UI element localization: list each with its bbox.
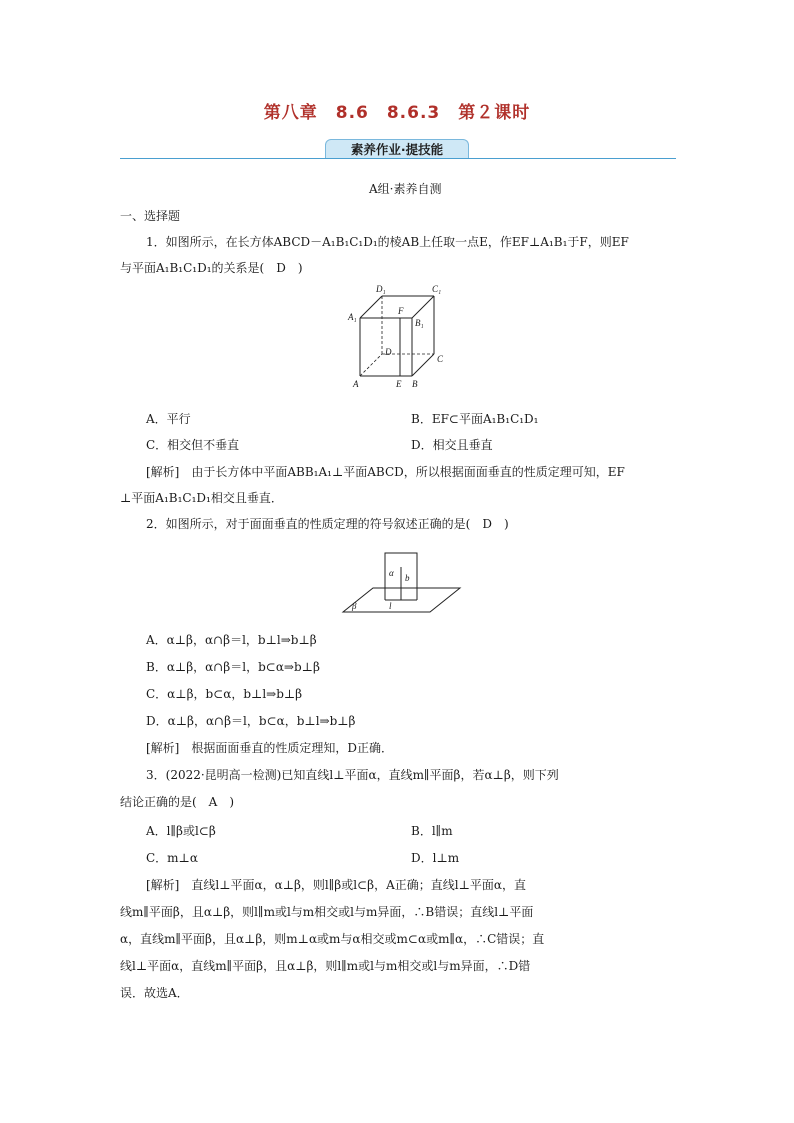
q3-stem-line2: 结论正确的是( A ) (120, 795, 235, 809)
q3-option-c: C．m⊥α (146, 851, 198, 865)
q1-stem-line1: 1．如图所示，在长方体ABCD－A₁B₁C₁D₁的棱AB上任取一点E，作EF⊥A₁B₁于F，则EF (146, 235, 629, 249)
q2-planes-figure (335, 545, 465, 620)
q2-option-a: A．α⊥β，α∩β＝l，b⊥l⇒b⊥β (146, 633, 317, 647)
q1-label-C1: C₁ (432, 284, 442, 294)
q3-option-a: A．l∥β或l⊂β (146, 824, 216, 838)
q1-label-F: F (398, 306, 404, 316)
q1-cuboid-figure (340, 280, 460, 392)
q1-option-b: B．EF⊂平面A₁B₁C₁D₁ (411, 412, 539, 426)
q2-label-l: l (389, 601, 392, 611)
q1-analysis-line2: ⊥平面A₁B₁C₁D₁相交且垂直． (120, 491, 283, 505)
q3-option-b: B．l∥m (411, 824, 453, 838)
group-heading: A组·素养自测 (369, 182, 442, 196)
q1-label-A: A (353, 379, 359, 389)
q3-analysis-line2: 线m∥平面β，且α⊥β，则l∥m或l与m相交或l与m异面，∴B错误；直线l⊥平面 (120, 905, 534, 919)
q3-analysis-line1: [解析] 直线l⊥平面α，α⊥β，则l∥β或l⊂β，A正确；直线l⊥平面α，直 (146, 878, 526, 892)
q3-analysis-line4: 线l⊥平面α，直线m∥平面β，且α⊥β，则l∥m或l与m相交或l与m异面，∴D错 (120, 959, 531, 973)
q1-label-B1: B₁ (415, 318, 424, 328)
q1-label-B: B (412, 379, 418, 389)
q2-analysis: [解析] 根据面面垂直的性质定理知，D正确． (146, 741, 393, 755)
q2-label-alpha: α (389, 568, 394, 578)
page-title: 第八章 8.6 8.6.3 第２课时 (263, 103, 531, 123)
q1-analysis-line1: [解析] 由于长方体中平面ABB₁A₁⊥平面ABCD，所以根据面面垂直的性质定理可知，EF (146, 465, 625, 479)
q3-analysis-line3: α，直线m∥平面β，且α⊥β，则m⊥α或m与α相交或m⊂α或m∥α，∴C错误；直 (120, 932, 545, 946)
q1-label-D: D (385, 347, 392, 357)
q2-label-beta: β (352, 601, 357, 611)
q3-option-d: D．l⊥m (411, 851, 460, 865)
q3-stem-line1: 3．(2022·昆明高一检测)已知直线l⊥平面α，直线m∥平面β，若α⊥β，则下列 (146, 768, 559, 782)
q1-label-D1: D₁ (376, 284, 386, 294)
q1-stem-line2: 与平面A₁B₁C₁D₁的关系是( D ) (120, 261, 303, 275)
q1-option-d: D．相交且垂直 (411, 438, 493, 452)
q1-option-c: C．相交但不垂直 (146, 438, 240, 452)
q2-stem: 2．如图所示，对于面面垂直的性质定理的符号叙述正确的是( D ) (146, 517, 509, 531)
q1-label-A1: A₁ (348, 312, 357, 322)
q1-label-C: C (437, 354, 444, 364)
section-heading: 一、选择题 (120, 209, 181, 223)
q2-label-b: b (405, 573, 410, 583)
q2-option-c: C．α⊥β，b⊂α，b⊥l⇒b⊥β (146, 687, 303, 701)
q1-option-a: A．平行 (146, 412, 191, 426)
q1-label-E: E (396, 379, 402, 389)
q2-option-b: B．α⊥β，α∩β＝l，b⊂α⇒b⊥β (146, 660, 320, 674)
q3-analysis-line5: 误．故选A． (120, 986, 189, 1000)
q2-option-d: D．α⊥β，α∩β＝l，b⊂α，b⊥l⇒b⊥β (146, 714, 356, 728)
header-divider (120, 158, 676, 159)
section-badge: 素养作业·提技能 (325, 139, 469, 159)
